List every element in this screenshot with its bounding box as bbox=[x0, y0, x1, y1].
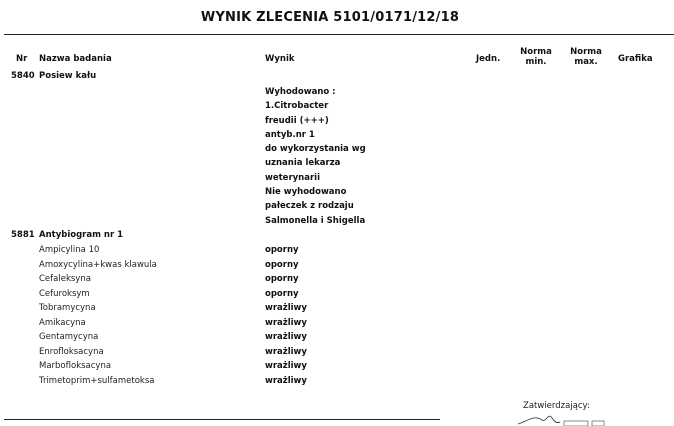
culture-result-line: freudii (+++) bbox=[265, 115, 329, 126]
antibiotic-result: wrażliwy bbox=[265, 361, 307, 371]
column-header-nr: Nr bbox=[16, 54, 28, 64]
column-header-unit: Jedn. bbox=[476, 54, 501, 64]
culture-result-block bbox=[265, 85, 366, 228]
culture-result-line: uznania lekarza bbox=[265, 158, 341, 169]
antibiotic-name: Tobramycyna bbox=[39, 303, 96, 313]
antibiogram-row bbox=[0, 287, 674, 302]
antibiotic-name: Amoxycylina+kwas klawula bbox=[39, 259, 157, 270]
page-title: WYNIK ZLECENIA 5101/0171/12/18 bbox=[200, 10, 460, 25]
section-name: Posiew kału bbox=[39, 71, 97, 81]
antibiogram-row bbox=[0, 316, 674, 331]
culture-result-line: 1.Citrobacter bbox=[265, 101, 329, 112]
antibiogram-list bbox=[0, 243, 674, 388]
column-header-norm-min: Norma min. bbox=[520, 47, 552, 67]
section-name: Antybiogram nr 1 bbox=[39, 230, 124, 240]
antibiotic-name: Cefaleksyna bbox=[39, 274, 91, 284]
culture-result-line: Nie wyhodowano bbox=[265, 187, 347, 198]
culture-result-line: antyb.nr 1 bbox=[265, 129, 315, 140]
signature-stamp-icon bbox=[508, 408, 628, 426]
antibiogram-row bbox=[0, 330, 674, 345]
section-code: 5881 bbox=[11, 230, 35, 240]
antibiotic-name: Gentamycyna bbox=[39, 332, 99, 342]
culture-result-line: Wyhodowano : bbox=[265, 87, 336, 97]
antibiogram-row bbox=[0, 301, 674, 316]
culture-result-line: do wykorzystania wg bbox=[265, 144, 366, 155]
culture-result-line: weterynarii bbox=[265, 172, 320, 183]
culture-result-line: Salmonella i Shigella bbox=[265, 215, 366, 226]
antibiotic-name: Amikacyna bbox=[39, 317, 86, 328]
footer-divider bbox=[4, 419, 440, 420]
antibiotic-name: Trimetoprim+sulfametoksa bbox=[39, 375, 155, 386]
section-code: 5840 bbox=[11, 71, 35, 81]
antibiogram-row bbox=[0, 243, 674, 258]
antibiogram-row bbox=[0, 258, 674, 273]
antibiotic-result: wrażliwy bbox=[265, 375, 307, 386]
column-header-norm-max: Norma max. bbox=[570, 47, 602, 67]
antibiotic-name: Enrofloksacyna bbox=[39, 346, 104, 357]
column-header-result: Wynik bbox=[265, 54, 295, 64]
antibiotic-result: oporny bbox=[265, 259, 299, 270]
antibiotic-result: wrażliwy bbox=[265, 317, 307, 328]
column-header-test-name: Nazwa badania bbox=[39, 54, 112, 64]
antibiotic-result: wrażliwy bbox=[265, 303, 307, 313]
antibiotic-result: oporny bbox=[265, 245, 299, 255]
antibiogram-row bbox=[0, 272, 674, 287]
antibiotic-name: Marbofloksacyna bbox=[39, 361, 112, 371]
antibiogram-row bbox=[0, 359, 674, 374]
antibiogram-row bbox=[0, 374, 674, 389]
antibiotic-result: wrażliwy bbox=[265, 346, 307, 357]
antibiotic-result: oporny bbox=[265, 274, 299, 284]
header-divider bbox=[4, 34, 674, 35]
antibiotic-result: oporny bbox=[265, 288, 299, 299]
antibiotic-name: Cefuroksym bbox=[39, 288, 90, 299]
culture-result-line: pałeczek z rodzaju bbox=[265, 201, 354, 212]
antibiotic-name: Ampicylina 10 bbox=[39, 245, 100, 255]
approver-label: Zatwierdzający: bbox=[523, 401, 590, 411]
column-header-graph: Grafika bbox=[618, 54, 653, 64]
antibiogram-row bbox=[0, 345, 674, 360]
antibiotic-result: wrażliwy bbox=[265, 332, 307, 342]
